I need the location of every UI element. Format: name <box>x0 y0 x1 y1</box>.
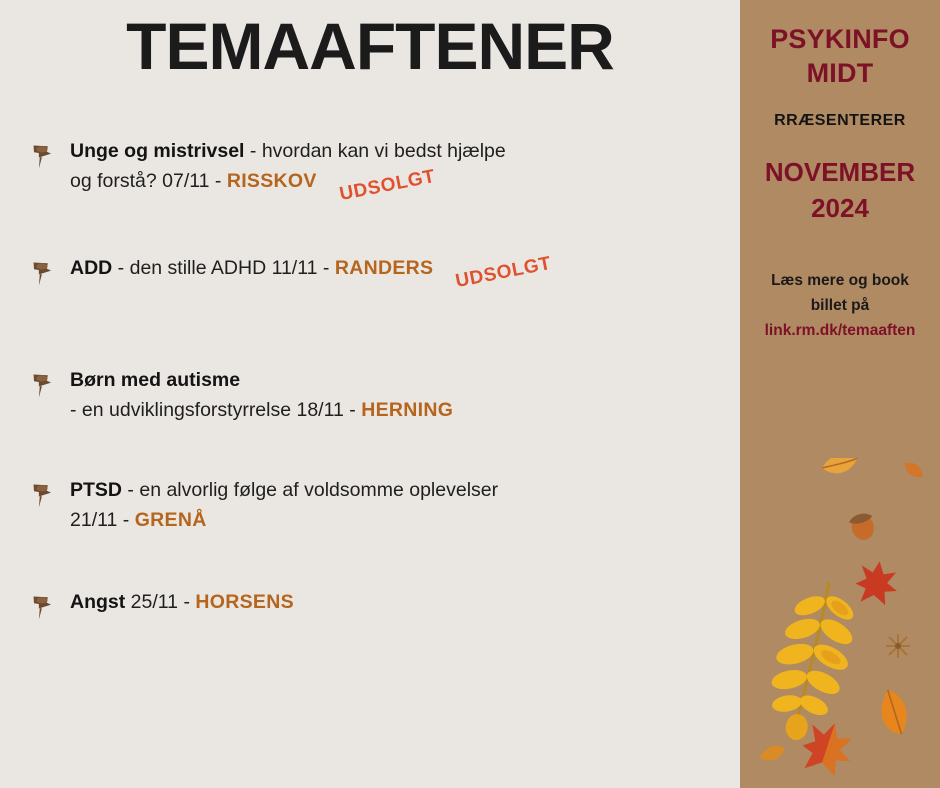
event-title: Angst <box>70 591 126 613</box>
brand-name <box>740 22 940 90</box>
booking-info <box>740 268 940 343</box>
pushpin-icon <box>28 369 58 399</box>
list-item <box>28 253 718 313</box>
list-item <box>28 365 718 425</box>
event-line2 <box>70 165 718 206</box>
event-desc-line2: - en udviklingsforstyrrelse 18/11 - <box>70 399 362 421</box>
list-item <box>28 587 718 647</box>
leaf-icon <box>848 511 878 543</box>
leaf-icon <box>878 687 910 737</box>
event-dash: - <box>122 479 140 501</box>
sidebar <box>740 0 940 788</box>
pushpin-icon <box>28 591 58 621</box>
leaf-icon <box>853 558 902 608</box>
event-place: HORSENS <box>195 591 294 613</box>
event-text <box>70 475 718 535</box>
booking-url-link[interactable]: link.rm.dk/temaaften <box>764 322 916 339</box>
event-title: PTSD <box>70 479 123 501</box>
event-desc-line1: hvordan kan vi bedst hjælpe <box>261 140 506 162</box>
event-list <box>28 136 718 647</box>
event-line2 <box>70 505 718 535</box>
event-place: GRENÅ <box>134 509 207 531</box>
event-place: HERNING <box>361 399 454 421</box>
booking-line-2: billet på <box>810 297 870 314</box>
event-text <box>70 252 718 293</box>
presents-label: RRÆSENTERER <box>774 112 906 129</box>
event-place: RANDERS <box>334 257 434 279</box>
event-desc-line1: en alvorlig følge af voldsomme oplevelser <box>139 479 499 501</box>
pushpin-icon <box>28 257 58 287</box>
seed-icon <box>886 634 910 658</box>
event-dash: - <box>112 257 130 279</box>
leaf-icon <box>901 459 926 480</box>
status-badge: UDSOLGT <box>337 165 437 206</box>
event-title: Børn med autisme <box>70 369 241 391</box>
event-place: RISSKOV <box>226 170 317 192</box>
autumn-leaves-decoration <box>740 458 940 788</box>
month-label: NOVEMBER <box>764 157 916 187</box>
leaf-icon <box>761 576 863 747</box>
page-title: TEMAAFTENER <box>126 9 614 83</box>
event-dash: - <box>244 140 262 162</box>
list-item <box>28 475 718 535</box>
leaf-icon <box>820 458 860 480</box>
brand-line-2: MIDT <box>806 58 874 88</box>
booking-line-1: Læs mere og book <box>771 272 909 289</box>
event-desc-line2: og forstå? 07/11 - <box>70 170 227 192</box>
event-text <box>70 136 718 206</box>
event-desc-line1: den stille ADHD 11/11 - <box>129 257 335 279</box>
leaf-icon <box>758 741 787 766</box>
year-label: 2024 <box>811 193 869 223</box>
event-title: Unge og mistrivsel <box>70 140 245 162</box>
month-year <box>740 154 940 226</box>
list-item <box>28 136 718 206</box>
event-title: ADD <box>70 257 113 279</box>
event-line2 <box>70 395 718 425</box>
event-desc-line2: 21/11 - <box>70 509 135 531</box>
event-text <box>70 365 718 425</box>
pushpin-icon <box>28 479 58 509</box>
event-text <box>70 587 718 617</box>
brand-line-1: PSYKINFO <box>770 24 910 54</box>
event-desc-line1: 25/11 - <box>130 591 196 613</box>
status-badge: UDSOLGT <box>454 252 554 293</box>
pushpin-icon <box>28 140 58 170</box>
